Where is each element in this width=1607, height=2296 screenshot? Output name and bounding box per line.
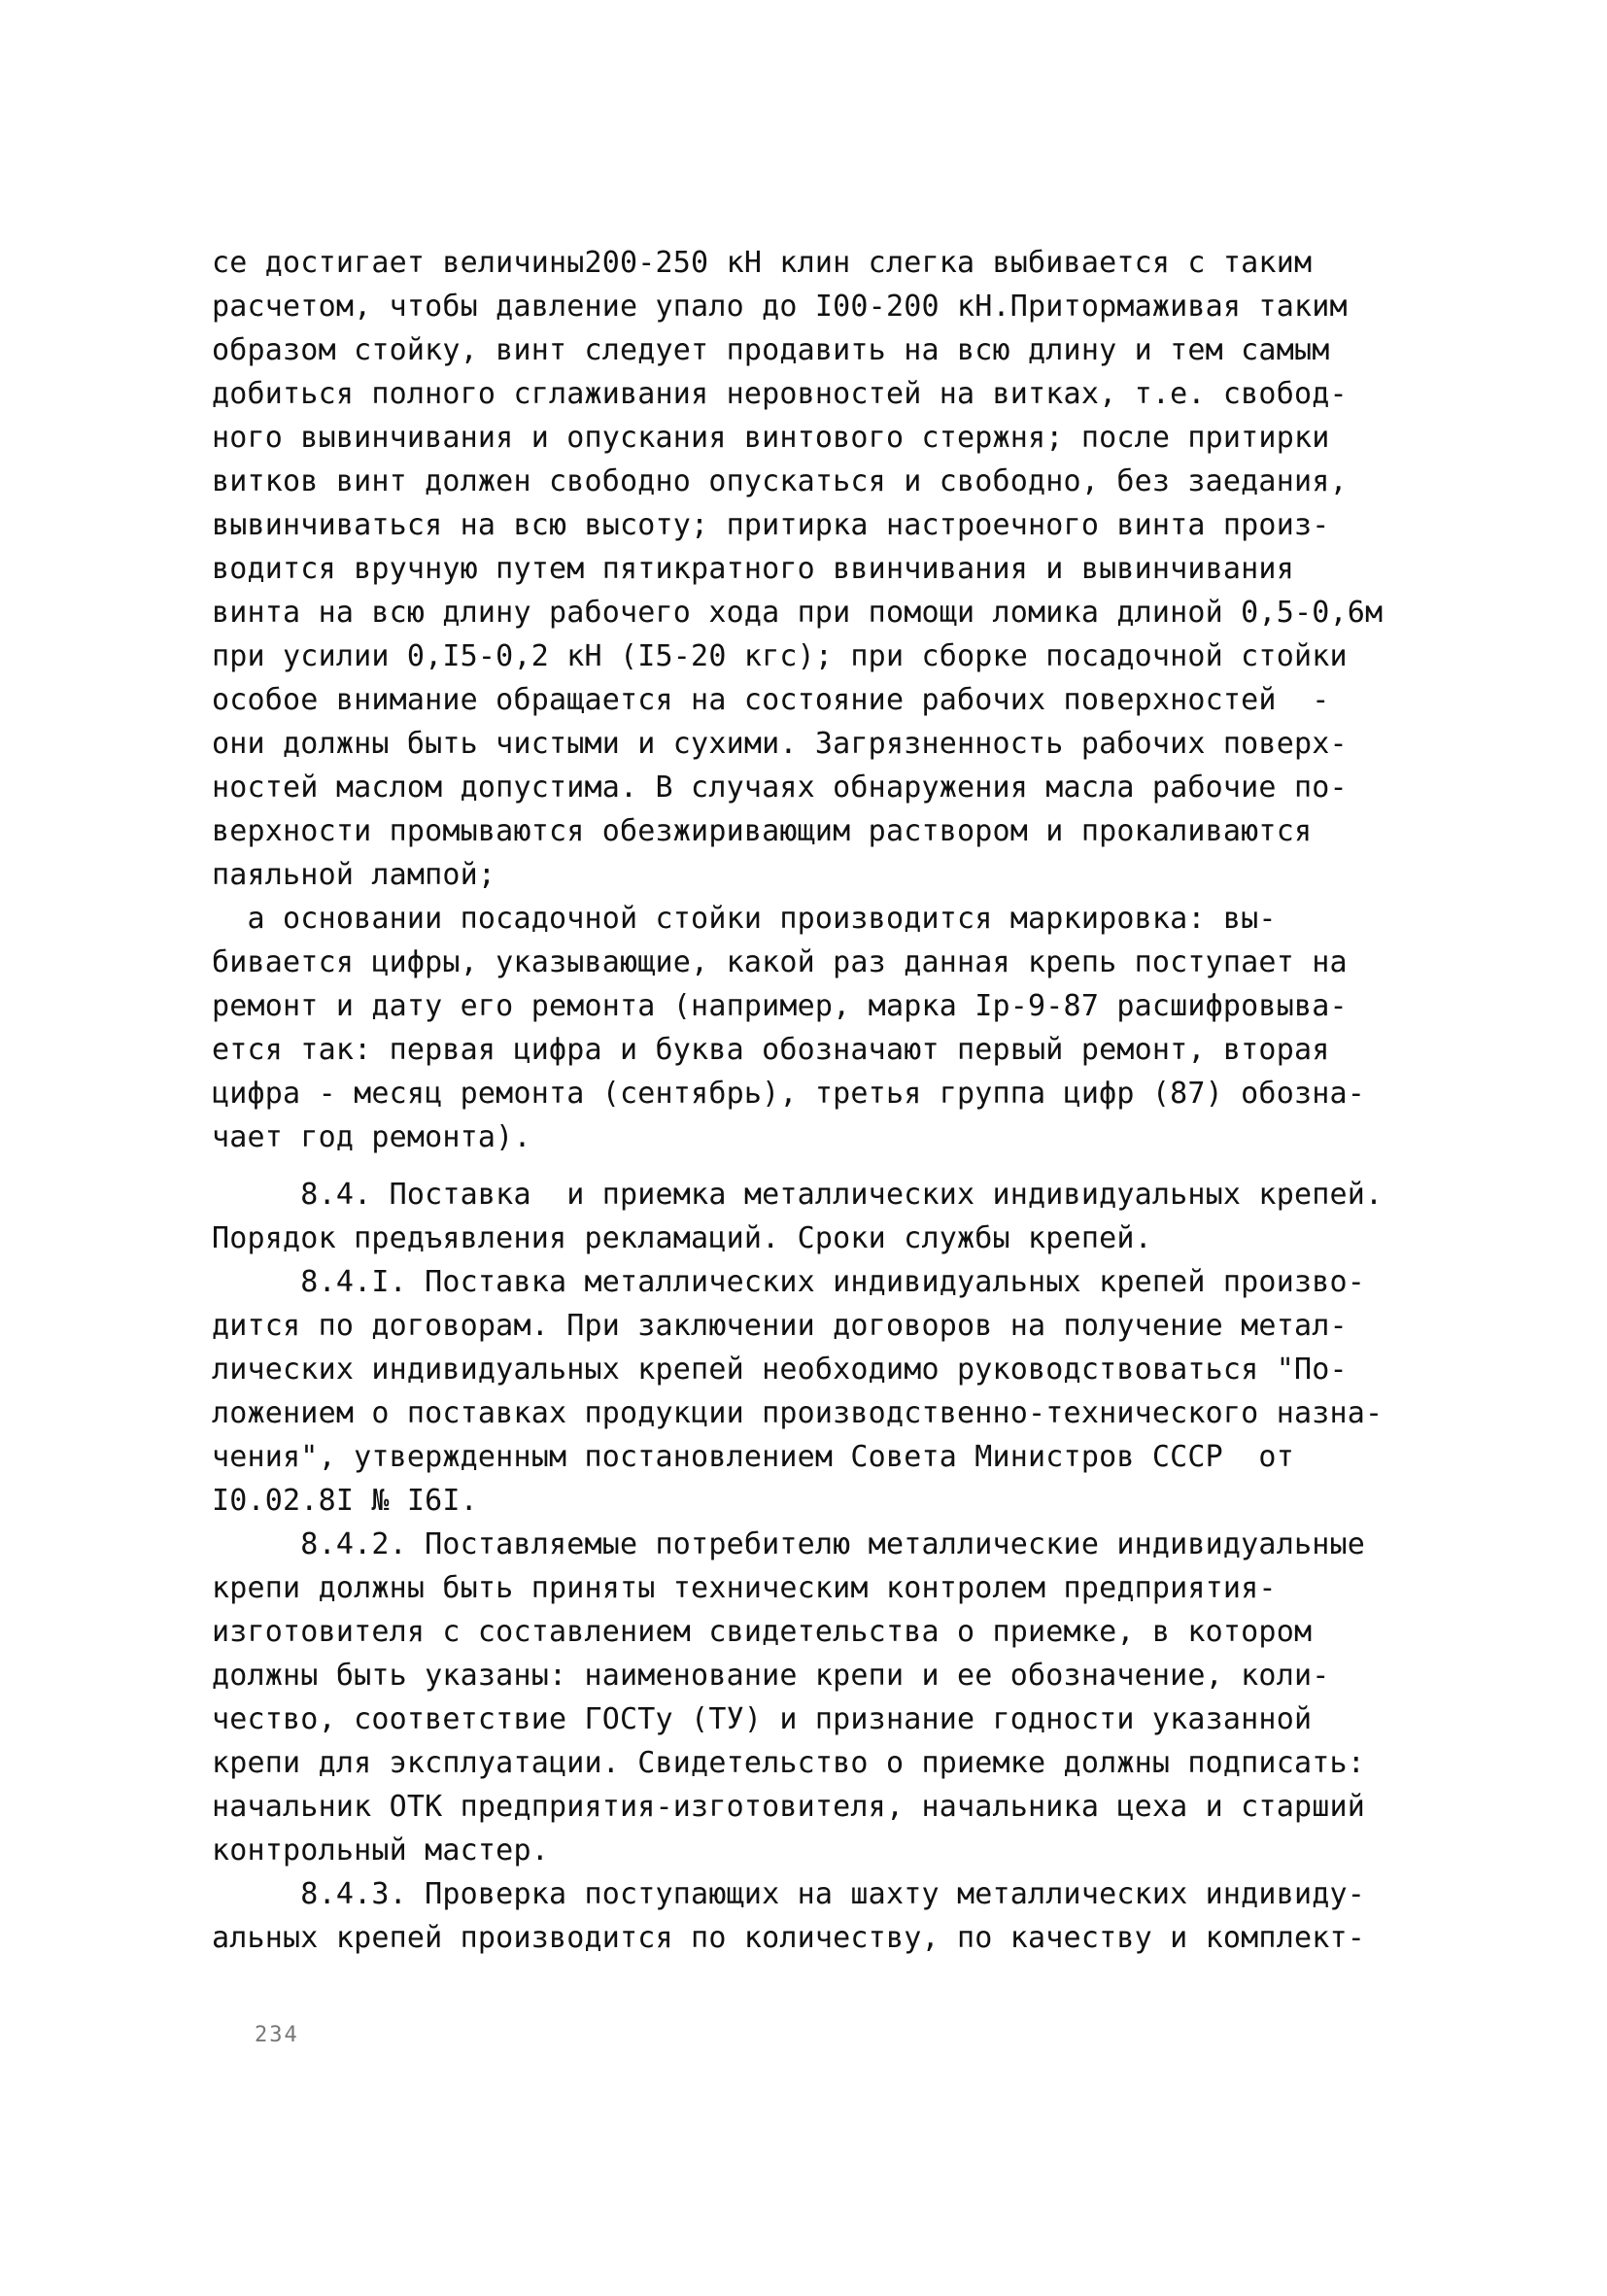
text-line: лических индивидуальных крепей необходимо руководствоваться "По- xyxy=(212,1353,1348,1387)
text-line: паяльной лампой; xyxy=(212,858,496,892)
text-line: изготовителя с составлением свидетельства о приемке, в котором xyxy=(212,1615,1313,1649)
document-body xyxy=(212,241,1397,1960)
text-line: расчетом, чтобы давление упало до I00-200 кН.Притормаживая таким xyxy=(212,290,1348,324)
text-line: 8.4.I. Поставка металлических индивидуальных крепей произво- xyxy=(212,1265,1365,1299)
text-line: водится вручную путем пятикратного ввинчивания и вывинчивания xyxy=(212,552,1294,586)
text-line: чения", утвержденным постановлением Совета Министров СССР от xyxy=(212,1440,1294,1474)
text-line: 8.4.2. Поставляемые потребителю металлические индивидуальные xyxy=(212,1527,1365,1561)
text-line: ложением о поставках продукции производственно-технического назна- xyxy=(212,1396,1384,1430)
text-line: верхности промываются обезжиривающим раствором и прокаливаются xyxy=(212,814,1313,848)
section-heading-8-4 xyxy=(212,1173,1397,1260)
text-line: I0.02.8I № I6I. xyxy=(212,1484,478,1518)
text-line: контрольный мастер. xyxy=(212,1833,549,1868)
paragraph-gap xyxy=(212,1159,1397,1173)
paragraph-stand-lapping xyxy=(212,241,1397,897)
text-line: чество, соответствие ГОСТу (ТУ) и признание годности указанной xyxy=(212,1702,1313,1736)
text-line: дится по договорам. При заключении договоров на получение метал- xyxy=(212,1309,1348,1343)
text-line: добиться полного сглаживания неровностей на витках, т.е. свобод- xyxy=(212,377,1348,411)
text-line: цифра - месяц ремонта (сентябрь), третья группа цифр (87) обозна- xyxy=(212,1077,1365,1111)
text-line: винта на всю длину рабочего хода при помощи ломика длиной 0,5-0,6м xyxy=(212,596,1384,630)
text-line: они должны быть чистыми и сухими. Загрязненность рабочих поверх- xyxy=(212,727,1348,761)
text-line: бивается цифры, указывающие, какой раз данная крепь поступает на xyxy=(212,945,1348,979)
section-8-4-3 xyxy=(212,1872,1397,1960)
text-line: при усилии 0,I5-0,2 кН (I5-20 кгс); при сборке посадочной стойки xyxy=(212,639,1348,673)
text-line: 8.4.3. Проверка поступающих на шахту металлических индивиду- xyxy=(212,1877,1365,1911)
text-line: особое внимание обращается на состояние рабочих поверхностей - xyxy=(212,683,1330,717)
text-line: ремонт и дату его ремонта (например, марка Iр-9-87 расшифровыва- xyxy=(212,989,1348,1023)
text-line: витков винт должен свободно опускаться и свободно, без заедания, xyxy=(212,464,1348,498)
section-heading-line: 8.4. Поставка и приемка металлических индивидуальных крепей. xyxy=(212,1178,1384,1212)
text-line: альных крепей производится по количеству, по качеству и комплект- xyxy=(212,1921,1365,1955)
text-line: образом стойку, винт следует продавить на всю длину и тем самым xyxy=(212,333,1330,367)
text-line: должны быть указаны: наименование крепи и ее обозначение, коли- xyxy=(212,1659,1330,1693)
page-number: 234 xyxy=(255,2023,299,2047)
text-line: вывинчиваться на всю высоту; притирка настроечного винта произ- xyxy=(212,508,1330,542)
text-line: чает год ремонта). xyxy=(212,1120,531,1154)
text-line: ностей маслом допустима. В случаях обнаружения масла рабочие по- xyxy=(212,771,1348,805)
section-8-4-1 xyxy=(212,1260,1397,1523)
text-line: а основании посадочной стойки производится маркировка: вы- xyxy=(212,902,1277,936)
section-8-4-2 xyxy=(212,1523,1397,1872)
text-line: начальник ОТК предприятия-изготовителя, начальника цеха и старший xyxy=(212,1790,1365,1824)
paragraph-marking xyxy=(212,897,1397,1159)
text-line: крепи для эксплуатации. Свидетельство о приемке должны подписать: xyxy=(212,1746,1365,1780)
text-line: крепи должны быть приняты техническим контролем предприятия- xyxy=(212,1571,1277,1605)
text-line: ного вывинчивания и опускания винтового стержня; после притирки xyxy=(212,421,1330,455)
text-line: ется так: первая цифра и буква обозначают первый ремонт, вторая xyxy=(212,1033,1330,1067)
section-heading-line: Порядок предъявления рекламаций. Сроки службы крепей. xyxy=(212,1221,1152,1255)
text-line: се достигает величины200-250 кН клин слегка выбивается с таким xyxy=(212,246,1313,280)
